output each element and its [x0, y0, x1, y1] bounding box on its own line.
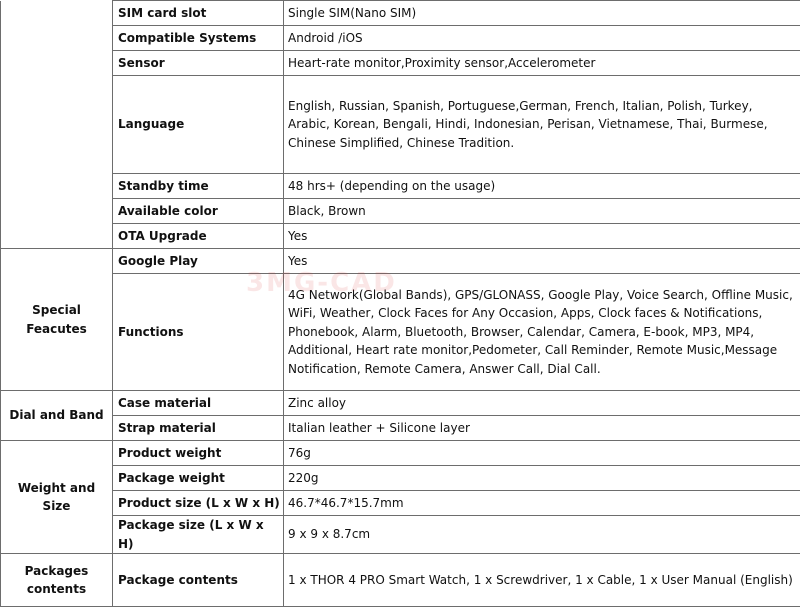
spec-value: Android /iOS: [284, 26, 800, 51]
spec-row: [1, 51, 800, 76]
spec-row: [1, 174, 800, 199]
spec-label: Compatible Systems: [113, 26, 284, 51]
spec-value: 220g: [284, 466, 800, 491]
spec-row: [1, 224, 800, 249]
spec-value: 46.7*46.7*15.7mm: [284, 491, 800, 516]
category-dial-and-band: Dial and Band: [1, 391, 113, 441]
category-packages-contents: Packages contents: [1, 554, 113, 607]
spec-value: 9 x 9 x 8.7cm: [284, 516, 800, 554]
spec-value: Heart-rate monitor,Proximity sensor,Accelerometer: [284, 51, 800, 76]
spec-label: Standby time: [113, 174, 284, 199]
spec-row: [1, 26, 800, 51]
category-cell-empty: [1, 1, 113, 249]
category-weight-and-size: Weight and Size: [1, 441, 113, 554]
spec-label: OTA Upgrade: [113, 224, 284, 249]
spec-value: English, Russian, Spanish, Portuguese,German, French, Italian, Polish, Turkey, Arabic, Korean, Bengali, Hindi, Indonesian, Perisan, Vietnamese, Thai, Burmese, Chinese Simplified, Chinese Tradition.: [284, 76, 800, 174]
spec-row: [1, 249, 800, 274]
spec-label: Sensor: [113, 51, 284, 76]
spec-value: 76g: [284, 441, 800, 466]
spec-row: [1, 199, 800, 224]
spec-label: Package size (L x W x H): [113, 516, 284, 554]
spec-value: Single SIM(Nano SIM): [284, 1, 800, 26]
spec-label: Google Play: [113, 249, 284, 274]
spec-row: [1, 1, 800, 26]
spec-label: Functions: [113, 274, 284, 391]
spec-label: Case material: [113, 391, 284, 416]
spec-label: Language: [113, 76, 284, 174]
spec-row: [1, 466, 800, 491]
spec-value: 48 hrs+ (depending on the usage): [284, 174, 800, 199]
spec-label: Product weight: [113, 441, 284, 466]
spec-label: Package contents: [113, 554, 284, 607]
spec-row: [1, 76, 800, 174]
spec-label: SIM card slot: [113, 1, 284, 26]
spec-row: [1, 516, 800, 554]
spec-label: Strap material: [113, 416, 284, 441]
category-special-features: Special Feacutes: [1, 249, 113, 391]
spec-value: 1 x THOR 4 PRO Smart Watch, 1 x Screwdriver, 1 x Cable, 1 x User Manual (English): [284, 554, 800, 607]
spec-row: [1, 274, 800, 391]
spec-value: Yes: [284, 224, 800, 249]
watermark-text: 3MG-CAD: [246, 268, 397, 298]
spec-row: [1, 554, 800, 607]
spec-row: [1, 416, 800, 441]
spec-value: Zinc alloy: [284, 391, 800, 416]
spec-label: Package weight: [113, 466, 284, 491]
spec-row: [1, 491, 800, 516]
spec-value: Black, Brown: [284, 199, 800, 224]
spec-value: 4G Network(Global Bands), GPS/GLONASS, Google Play, Voice Search, Offline Music, WiFi, Weather, Clock Faces for Any Occasion, Apps, Clock faces & Notifications, Phonebook, Alarm, Bluetooth, Browser, Calendar, Camera, E-book, MP3, MP4, Additional, Heart rate monitor,Pedometer, Call Reminder, Remote Music,Message Notification, Remote Camera, Answer Call, Dial Call.: [284, 274, 800, 391]
spec-row: [1, 441, 800, 466]
spec-row: [1, 391, 800, 416]
spec-value: Italian leather + Silicone layer: [284, 416, 800, 441]
spec-label: Available color: [113, 199, 284, 224]
spec-label: Product size (L x W x H): [113, 491, 284, 516]
spec-value: Yes: [284, 249, 800, 274]
